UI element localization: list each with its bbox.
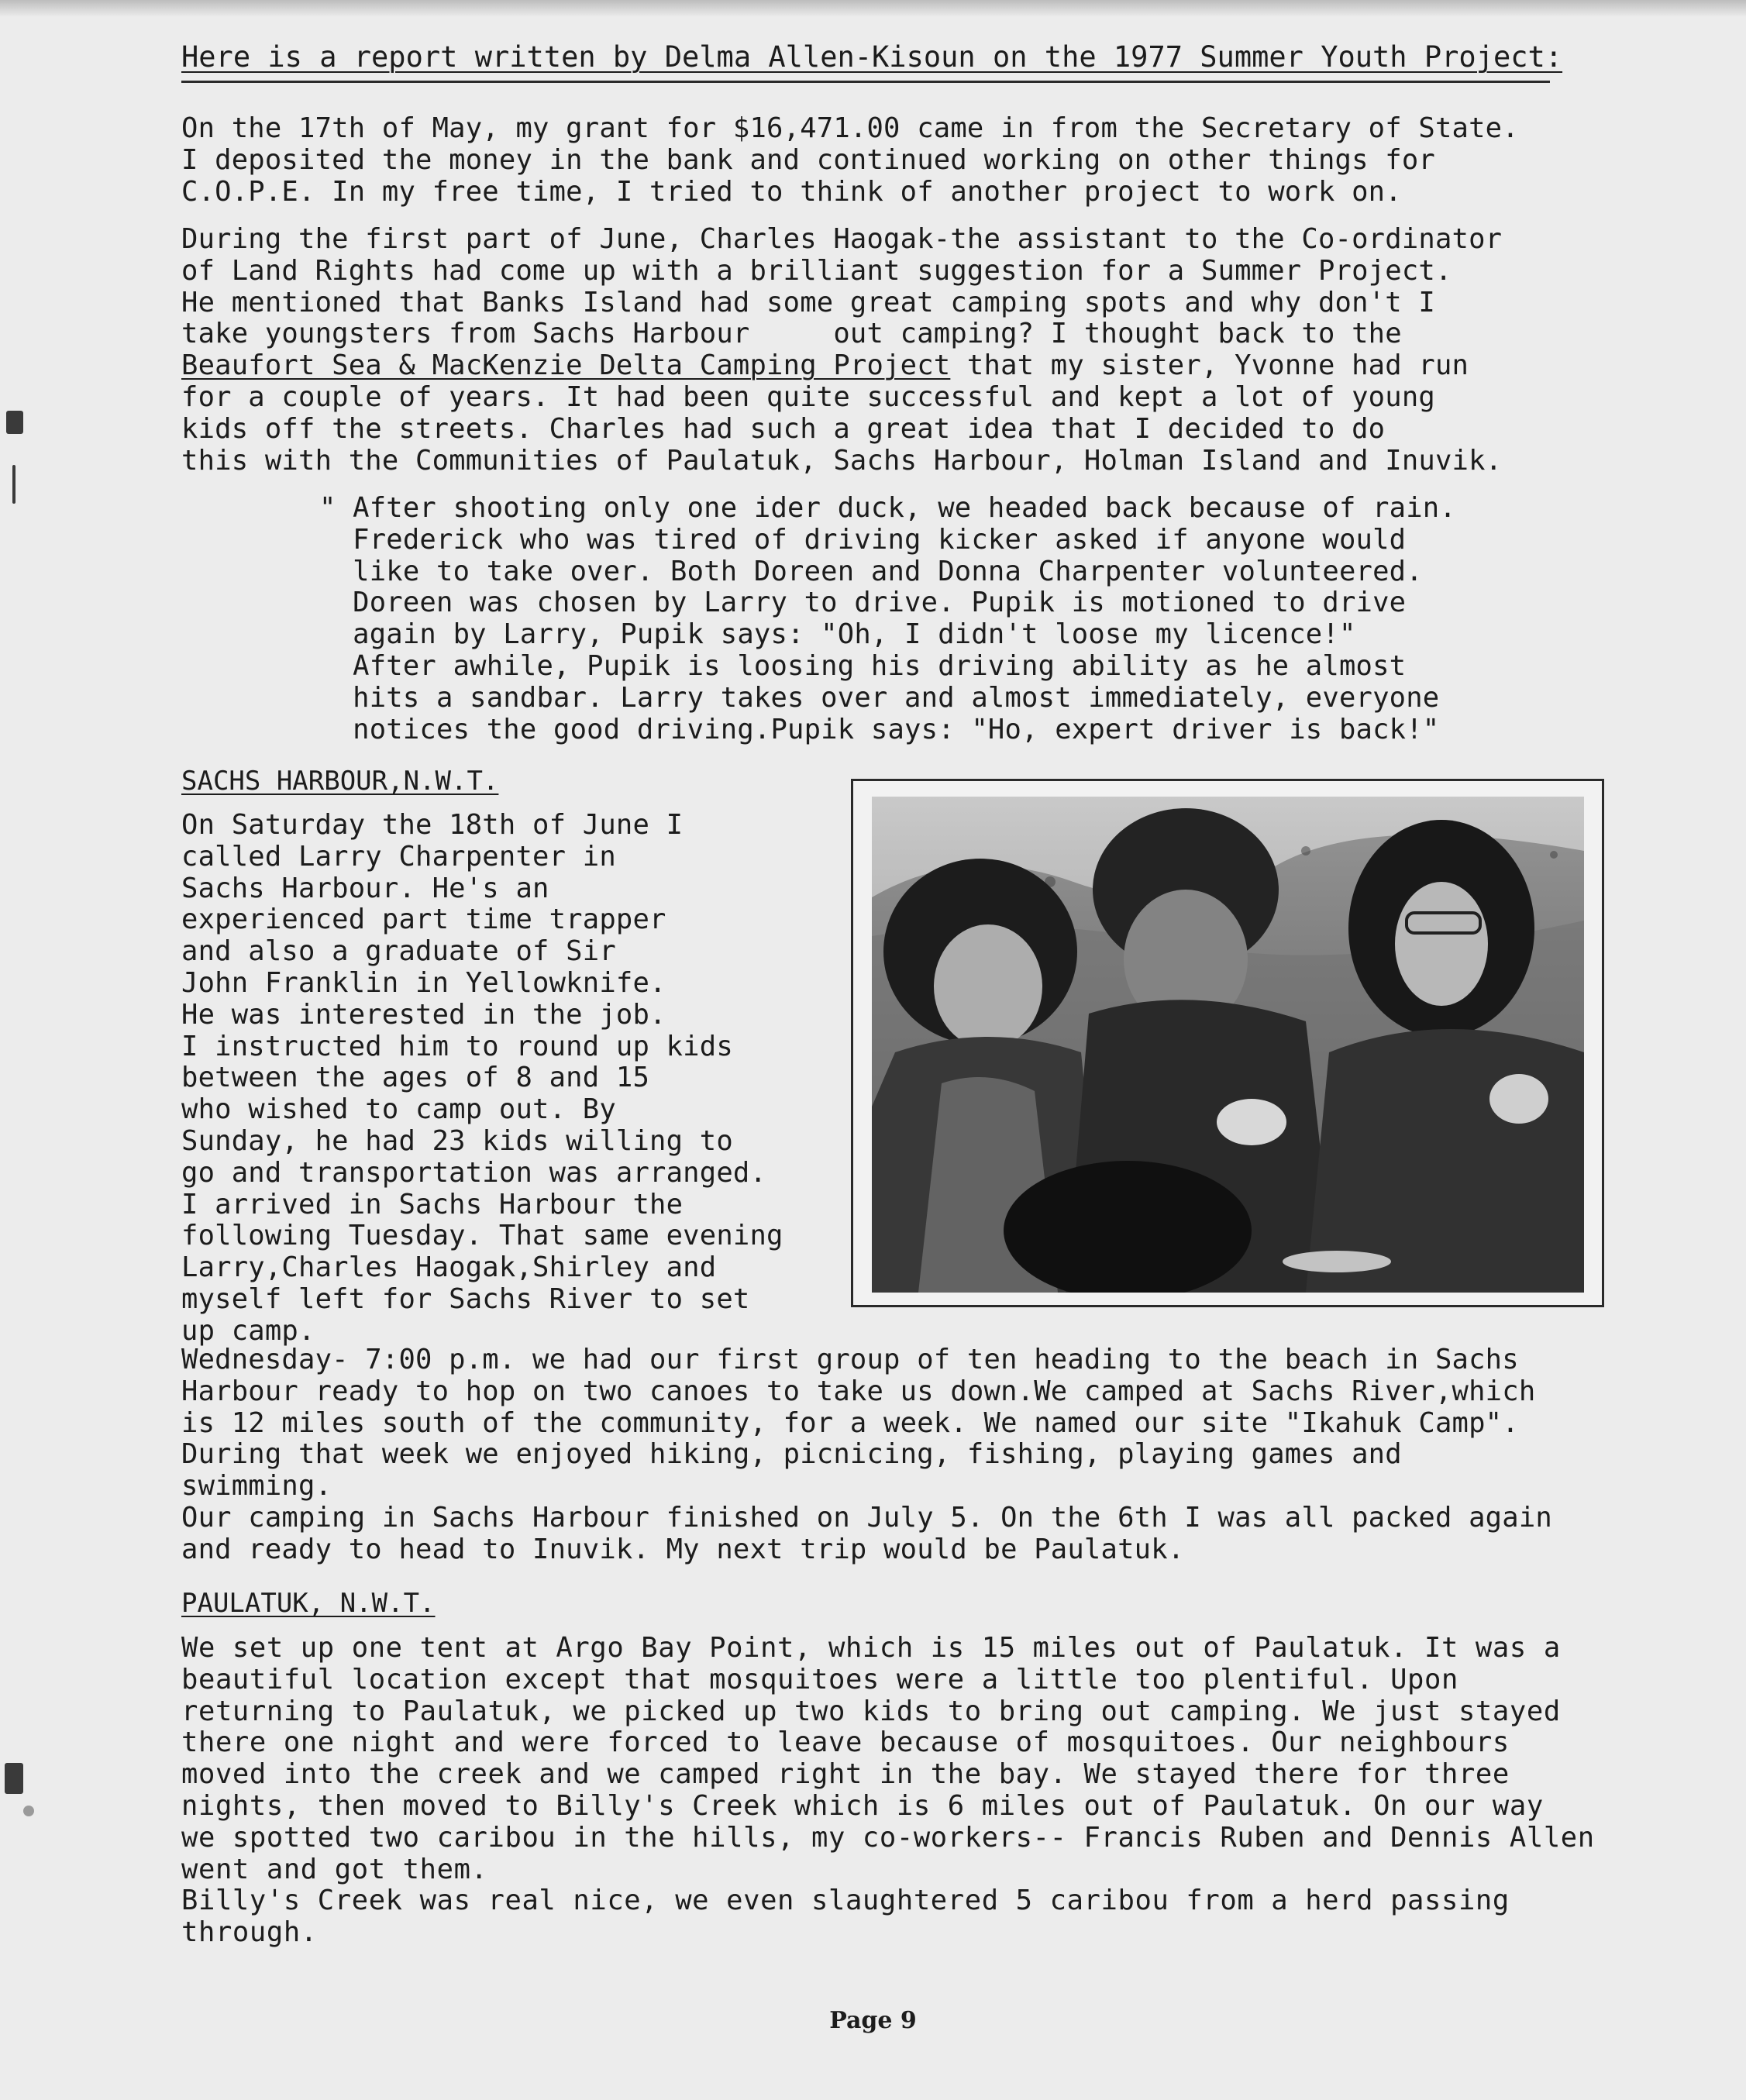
paragraph-suggestion (181, 224, 1654, 477)
page-number: Page 9 (829, 2007, 917, 2034)
section-title-sachs-harbour: SACHS HARBOUR,N.W.T. (181, 766, 499, 797)
paulatuk-text: We set up one tent at Argo Bay Point, which is 15 miles out of Paulatuk. It was a beautiful location except that mosquitoes were a little too plentiful. Upon returning to Paulatuk, we picked up two kids to bring out camping. We just stayed there one night and were forced to leave because of mosquitoes. Our neighbours moved into the creek and we camped right in the bay. We stayed there for three nights, then moved to Billy's Creek which is 6 miles out of Paulatuk. On our way we spotted two caribou in the hills, my co-workers-- Francis Ruben and Dennis Allen went and got them. Billy's Creek was real nice, we even slaughtered 5 caribou from a herd passing through. (181, 1632, 1595, 1949)
camping-project-name: Beaufort Sea & MacKenzie Delta Camping Project (181, 349, 951, 382)
sachs-harbour-continued-text: Wednesday- 7:00 p.m. we had our first group of ten heading to the beach in Sachs Harbour ready to hop on two canoes to take us down.We camped at Sachs River,which is 12 miles south of the community, for a week. We named our site "Ikahuk Camp". During that week we enjoyed hiking, picnicing, fishing, playing games and swimming. Our camping in Sachs Harbour finished on July 5. On the 6th I was all packed again and ready to head to Inuvik. My next trip would be Paulatuk. (181, 1344, 1552, 1565)
heading-rule (181, 81, 1550, 83)
campers-photo (872, 797, 1584, 1293)
scan-shadow (0, 0, 1746, 17)
paragraph-suggestion-start: During the first part of June, Charles Haogak-the assistant to the Co-ordinator of Land Rights had come up with a brilliant suggestion for a Summer Project. He mentioned that Banks Island had some great camping spots and why don't I take youngsters from Sachs Harbour out camping? I thought back to the (181, 223, 1503, 350)
paragraph-suggestion-mid: that my sister, Yvonne had run (950, 349, 1469, 382)
photo-frame (851, 779, 1604, 1307)
quote-block: " After shooting only one ider duck, we headed back because of rain. Frederick who was tired of driving kicker asked if anyone would like to take over. Both Doreen and Donna Charpenter volunteered. Doreen was chosen by Larry to drive. Pupik is motioned to drive again by Larry, Pupik says: "Oh, I didn't loose my licence!" After awhile, Pupik is loosing his driving ability as he almost hits a sandbar. Larry takes over and almost immediately, everyone notices the good driving.Pupik says: "Ho, expert driver is back!" (319, 492, 1456, 745)
binder-mark (23, 1806, 34, 1816)
sachs-harbour-column-text: On Saturday the 18th of June I called Larry Charpenter in Sachs Harbour. He's an experienced part time trapper and also a graduate of Sir John Franklin in Yellowknife. He was interested in the job. I instructed him to round up kids between the ages of 8 and 15 who wished to camp out. By Sunday, he had 23 kids willing to go and transportation was arranged. I arrived in Sachs Harbour the following Tuesday. That same evening Larry,Charles Haogak,Shirley and myself left for Sachs River to set up camp. (181, 809, 783, 1347)
section-title-paulatuk: PAULATUK, N.W.T. (181, 1588, 436, 1619)
report-heading: Here is a report written by Delma Allen-Kisoun on the 1977 Summer Youth Project: (181, 40, 1563, 74)
binder-mark (6, 411, 23, 434)
binder-mark (12, 465, 15, 504)
paragraph-grant: On the 17th of May, my grant for $16,471.00 came in from the Secretary of State. I deposited the money in the bank and continued working on other things for C.O.P.E. In my free time, I tried to think of another project to work on. (181, 112, 1519, 208)
campers-photo-image (872, 797, 1584, 1293)
paragraph-suggestion-end: for a couple of years. It had been quite successful and kept a lot of young kids off the streets. Charles had such a great idea that I decided to do this with the Communities of Paulatuk, Sachs Harbour, Holman Island and Inuvik. (181, 380, 1503, 477)
binder-mark (5, 1763, 23, 1794)
